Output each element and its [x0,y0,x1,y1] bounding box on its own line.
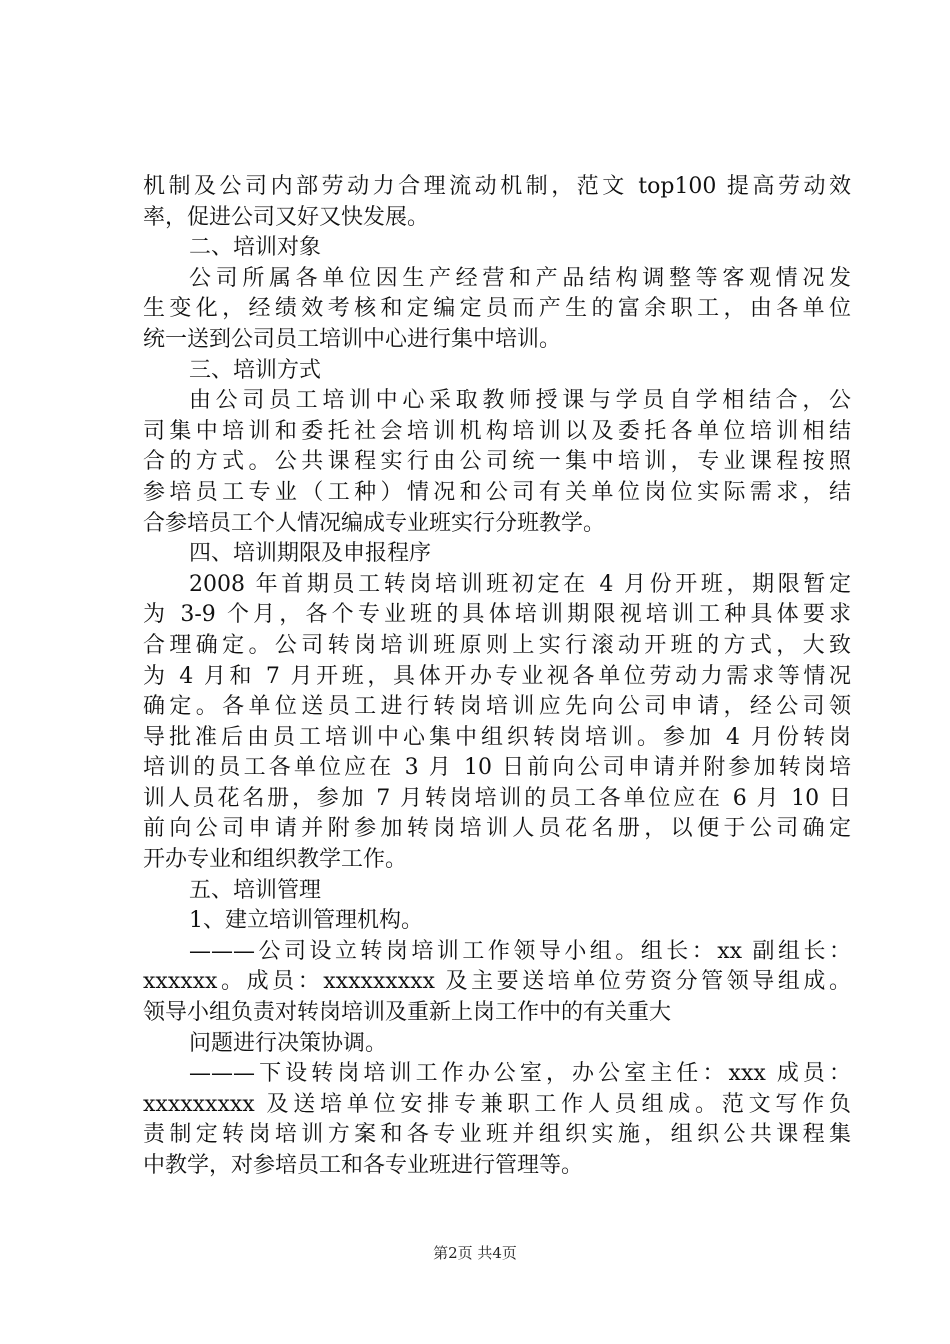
text-line: 为 3-9 个月，各个专业班的具体培训期限视培训工种具体要求 [143,602,851,628]
text-line: 五、培训管理 [189,877,322,903]
text-line: 1、建立培训管理机构。 [189,908,423,934]
text-line: 培训的员工各单位应在 3 月 10 日前向公司申请并附参加转岗培 [143,755,851,781]
text-line: 领导小组负责对转岗培训及重新上岗工作中的有关重大 [143,1000,672,1026]
text-line: 训人员花名册，参加 7 月转岗培训的员工各单位应在 6 月 10 日 [143,785,851,811]
text-line: ———公司设立转岗培训工作领导小组。组长：xx 副组长： [189,938,851,964]
text-line: 合理确定。公司转岗培训班原则上实行滚动开班的方式，大致 [143,632,851,658]
text-line: 统一送到公司员工培训中心进行集中培训。 [143,326,562,352]
text-line: 导批准后由员工培训中心集中组织转岗培训。参加 4 月份转岗 [143,724,851,750]
text-line: 二、培训对象 [189,235,322,261]
text-line: xxxxxxxxx 及送培单位安排专兼职工作人员组成。范文写作负 [143,1091,851,1117]
text-line: 四、培训期限及申报程序 [189,541,432,567]
text-line: 公司所属各单位因生产经营和产品结构调整等客观情况发 [189,265,851,291]
text-line: 率，促进公司又好又快发展。 [143,204,430,230]
text-line: xxxxxx。成员：xxxxxxxxx 及主要送培单位劳资分管领导组成。 [143,969,851,995]
text-line: 开办专业和组织教学工作。 [143,847,408,873]
text-line: 司集中培训和委托社会培训机构培训以及委托各单位培训相结 [143,418,851,444]
text-line: ———下设转岗培训工作办公室，办公室主任：xxx 成员： [189,1061,851,1087]
page-footer: 第2页 共4页 [433,1244,517,1262]
text-line: 2008 年首期员工转岗培训班初定在 4 月份开班，期限暂定 [189,571,851,597]
text-line: 问题进行决策协调。 [189,1030,388,1056]
text-line: 三、培训方式 [189,357,322,383]
text-line: 生变化，经绩效考核和定编定员而产生的富余职工，由各单位 [143,296,851,322]
text-line: 中教学，对参培员工和各专业班进行管理等。 [143,1153,584,1178]
text-line: 责制定转岗培训方案和各专业班并组织实施，组织公共课程集 [143,1122,851,1148]
text-line: 机制及公司内部劳动力合理流动机制，范文 top100 提高劳动效 [143,174,851,199]
text-line: 由公司员工培训中心采取教师授课与学员自学相结合，公 [189,388,851,414]
text-line: 参培员工专业（工种）情况和公司有关单位岗位实际需求，结 [143,479,851,505]
text-line: 为 4 月和 7 月开班，具体开办专业视各单位劳动力需求等情况 [143,663,851,689]
text-line: 合的方式。公共课程实行由公司统一集中培训，专业课程按照 [143,449,851,475]
text-line: 合参培员工个人情况编成专业班实行分班教学。 [143,510,606,536]
text-line: 确定。各单位送员工进行转岗培训应先向公司申请，经公司领 [143,694,851,720]
text-line: 前向公司申请并附参加转岗培训人员花名册，以便于公司确定 [143,816,851,842]
document-body [143,172,851,1182]
